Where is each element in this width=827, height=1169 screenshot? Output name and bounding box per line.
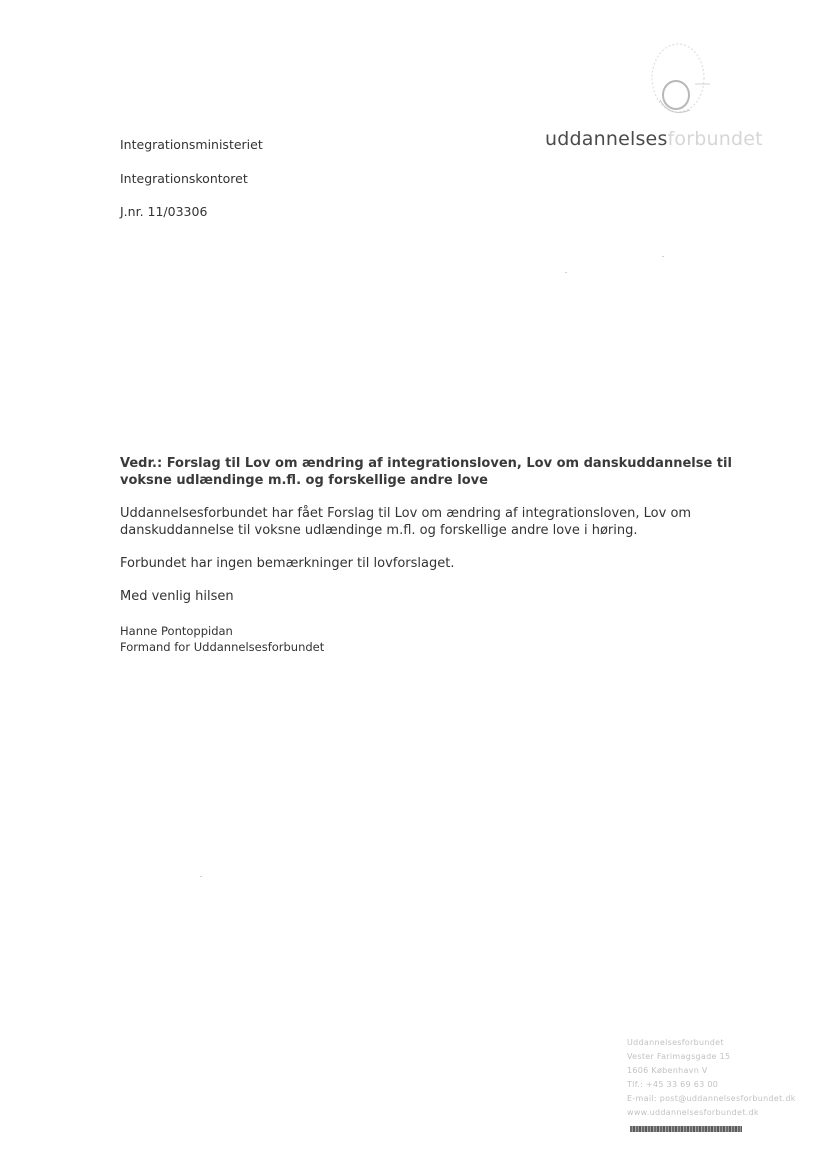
scan-barcode (630, 1126, 742, 1132)
signatory-title: Formand for Uddannelsesforbundet (120, 640, 325, 654)
logo-mark (640, 40, 720, 130)
signatory-name: Hanne Pontoppidan (120, 624, 233, 638)
footer-line: www.uddannelsesforbundet.dk (627, 1108, 759, 1117)
logo-wordmark (545, 128, 763, 150)
scan-speck (200, 876, 202, 877)
logo-word-part1: uddannelses (545, 128, 668, 150)
closing-salutation: Med venlig hilsen (120, 589, 234, 604)
journal-number: J.nr. 11/03306 (120, 204, 208, 219)
body-paragraph: Uddannelsesforbundet har fået Forslag til Lov om ændring af integrationsloven, Lov om danskuddannelse til voksne udlændinge m.fl. og forskellige andre love i høring. (120, 506, 692, 538)
footer-line: Vester Farimagsgade 15 (627, 1052, 731, 1061)
recipient-ministry: Integrationsministeriet (120, 137, 263, 152)
scan-speck (565, 272, 567, 273)
scan-speck (662, 256, 664, 257)
footer-line: 1606 København V (627, 1066, 708, 1075)
recipient-office: Integrationskontoret (120, 171, 248, 186)
oval-ring-logo-icon (640, 40, 720, 130)
footer-line: Uddannelsesforbundet (627, 1038, 724, 1047)
body-paragraph: Forbundet har ingen bemærkninger til lovforslaget. (120, 556, 455, 571)
footer-address-block (627, 1036, 797, 1120)
subject-line: Vedr.: Forslag til Lov om ændring af integrationsloven, Lov om danskuddannelse til voksne udlændinge m.fl. og forskellige andre love (120, 456, 732, 488)
footer-line: Tlf.: +45 33 69 63 00 (627, 1080, 719, 1089)
logo-word-part2: forbundet (667, 128, 763, 150)
footer-line: E-mail: post@uddannelsesforbundet.dk (627, 1094, 796, 1103)
